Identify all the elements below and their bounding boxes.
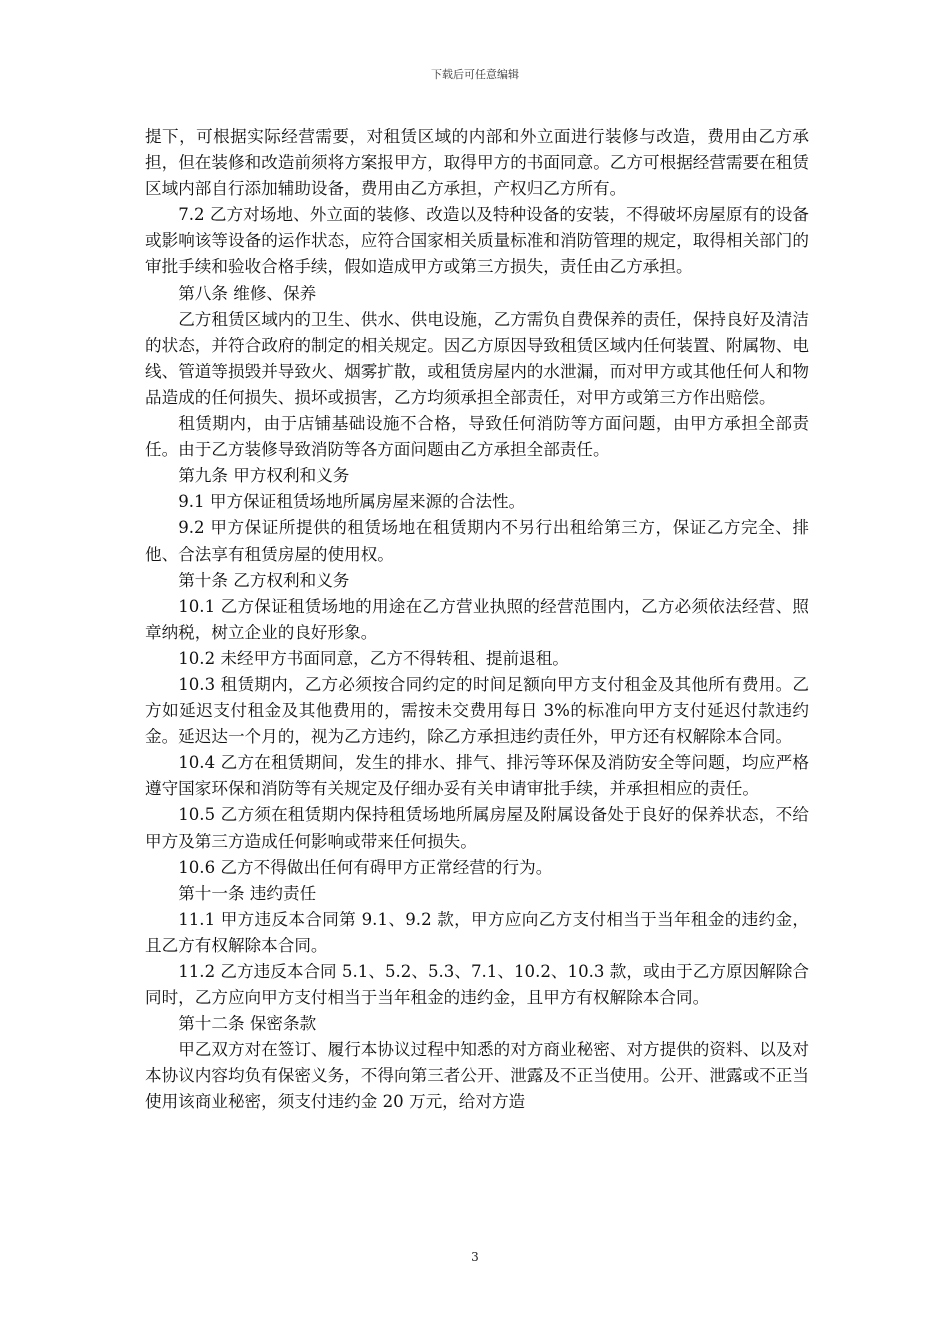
paragraph: 10.1 乙方保证租赁场地的用途在乙方营业执照的经营范围内，乙方必须依法经营、照章纳税，树立企业的良好形象。 [145,596,809,642]
paragraph: 10.6 乙方不得做出任何有碍甲方正常经营的行为。 [178,857,553,877]
paragraph: 第十一条 违约责任 [178,883,317,903]
paragraph: 11.1 甲方违反本合同第 9.1、9.2 款，甲方应向乙方支付相当于当年租金的违约金，且乙方有权解除本合同。 [145,909,809,955]
document-body [145,124,809,1116]
paragraph: 9.2 甲方保证所提供的租赁场地在租赁期内不另行出租给第三方，保证乙方完全、排他、合法享有租赁房屋的使用权。 [145,518,809,564]
paragraph: 租赁期内，由于店铺基础设施不合格，导致任何消防等方面问题，由甲方承担全部责任。由于乙方装修导致消防等各方面问题由乙方承担全部责任。 [145,414,809,460]
paragraph: 7.2 乙方对场地、外立面的装修、改造以及特种设备的安装，不得破坏房屋原有的设备或影响该等设备的运作状态，应符合国家相关质量标准和消防管理的规定，取得相关部门的审批手续和验收合格手续，假如造成甲方或第三方损失，责任由乙方承担。 [145,205,809,277]
paragraph: 第十二条 保密条款 [178,1014,317,1034]
paragraph: 9.1 甲方保证租赁场地所属房屋来源的合法性。 [178,492,526,512]
paragraph: 11.2 乙方违反本合同 5.1、5.2、5.3、7.1、10.2、10.3 款，或由于乙方原因解除合同时，乙方应向甲方支付相当于当年租金的违约金，且甲方有权解除本合同。 [145,962,809,1008]
paragraph: 乙方租赁区域内的卫生、供水、供电设施，乙方需负自费保养的责任，保持良好及清洁的状态，并符合政府的制定的相关规定。因乙方原因导致租赁区域内任何装置、附属物、电线、管道等损毁并导致火、烟雾扩散，或租赁房屋内的水泄漏，而对甲方或其他任何人和物品造成的任何损失、损坏或损害，乙方均须承担全部责任，对甲方或第三方作出赔偿。 [145,309,809,407]
paragraph: 甲乙双方对在签订、履行本协议过程中知悉的对方商业秘密、对方提供的资料、以及对本协议内容均负有保密义务，不得向第三者公开、泄露及不正当使用。公开、泄露或不正当使用该商业秘密，须支付违约金 20 万元，给对方造 [145,1040,809,1112]
paragraph: 第八条 维修、保养 [178,283,317,303]
paragraph: 10.4 乙方在租赁期间，发生的排水、排气、排污等环保及消防安全等问题，均应严格遵守国家环保和消防等有关规定及仔细办妥有关申请审批手续，并承担相应的责任。 [145,753,809,799]
paragraph: 10.5 乙方须在租赁期内保持租赁场地所属房屋及附属设备处于良好的保养状态，不给甲方及第三方造成任何影响或带来任何损失。 [145,805,809,851]
paragraph: 10.3 租赁期内，乙方必须按合同约定的时间足额向甲方支付租金及其他所有费用。乙方如延迟支付租金及其他费用的，需按未交费用每日 3%的标准向甲方支付延迟付款违约金。延迟达一个月的，视为乙方违约，除乙方承担违约责任外，甲方还有权解除本合同。 [145,674,809,747]
page-header: 下载后可任意编辑 [431,68,519,81]
paragraph: 第十条 乙方权利和义务 [178,570,350,590]
page-number: 3 [471,1250,479,1264]
paragraph: 第九条 甲方权利和义务 [178,466,350,486]
paragraph: 提下，可根据实际经营需要，对租赁区域的内部和外立面进行装修与改造，费用由乙方承担，但在装修和改造前须将方案报甲方，取得甲方的书面同意。乙方可根据经营需要在租赁区域内部自行添加辅助设备，费用由乙方承担，产权归乙方所有。 [145,127,809,199]
paragraph: 10.2 未经甲方书面同意，乙方不得转租、提前退租。 [178,648,569,668]
